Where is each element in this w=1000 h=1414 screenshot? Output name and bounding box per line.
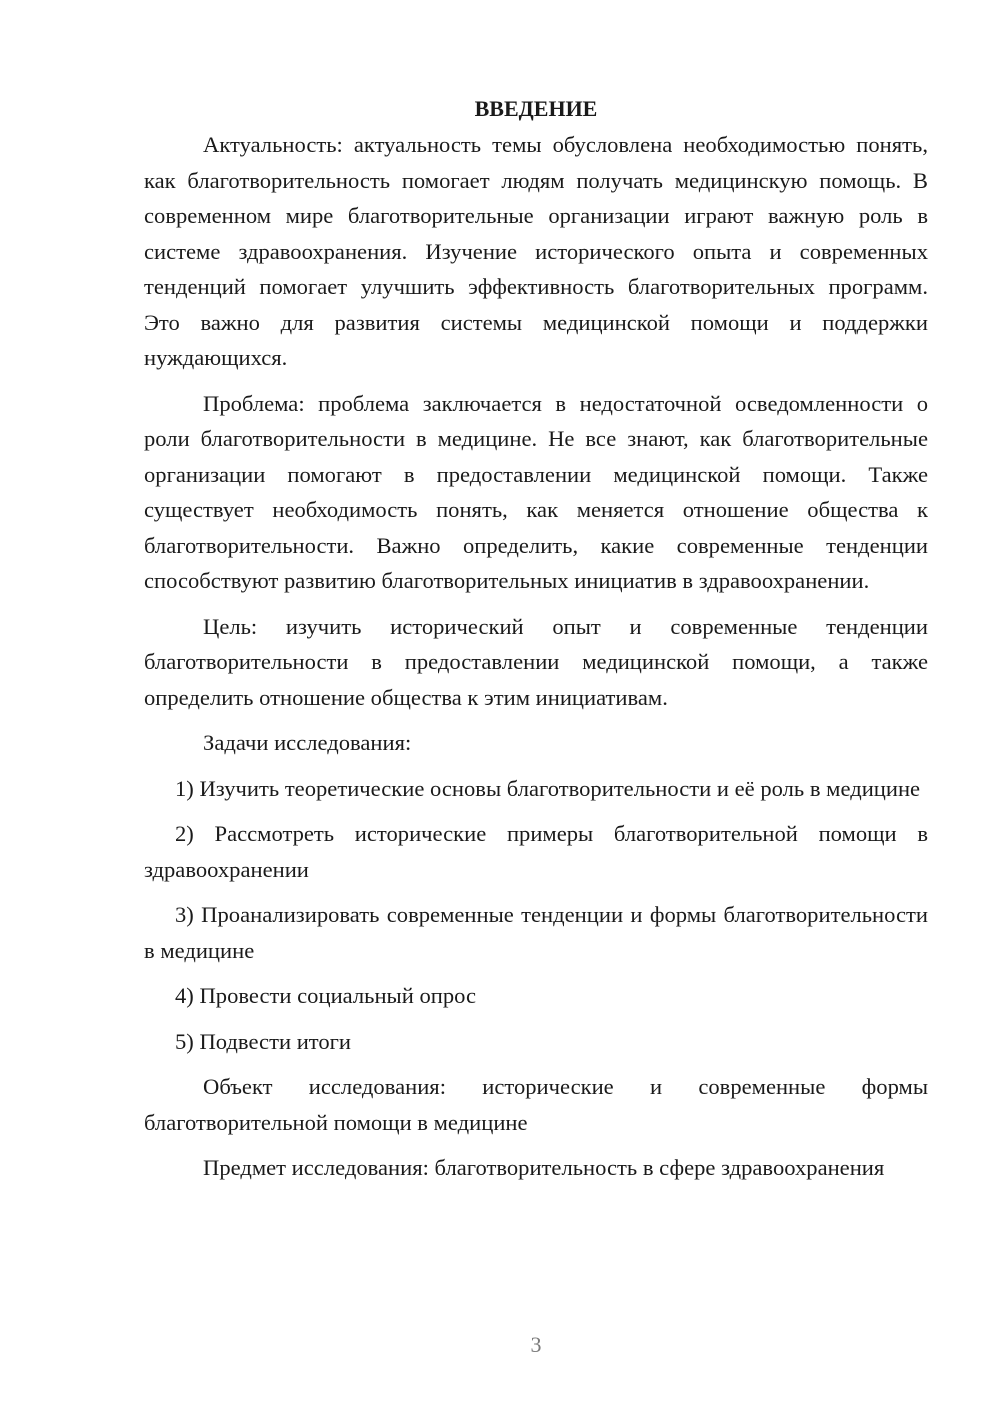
goal-paragraph: Цель: изучить исторический опыт и современные тенденции благотворительности в предоставлении медицинской помощи, а также определить отношение общества к этим инициативам.: [144, 613, 928, 710]
task-item-2: 2) Рассмотреть исторические примеры благотворительной помощи в здравоохранении: [144, 821, 928, 882]
object-paragraph: Объект исследования: исторические и современные формы благотворительной помощи в медицине: [144, 1074, 928, 1135]
problem-paragraph: Проблема: проблема заключается в недостаточной осведомленности о роли благотворительности в медицине. Не все знают, как благотворительные организации помогают в предоставлении медицинской помощи. Также существует необходимость понять, как меняется отношение общества к благотворительности. Важно определить, какие современные тенденции способствуют развитию благотворительных инициатив в здравоохранении.: [144, 390, 928, 593]
tasks-title: Задачи исследования:: [203, 730, 412, 755]
task-item-1: 1) Изучить теоретические основы благотворительности и её роль в медицине: [175, 775, 921, 801]
task-item-3: 3) Проанализировать современные тенденции и формы благотворительности в медицине: [144, 902, 928, 963]
subject-paragraph: Предмет исследования: благотворительность в сфере здравоохранения: [203, 1155, 885, 1180]
relevance-paragraph: Актуальность: актуальность темы обусловлена необходимостью понять, как благотворительность помогает людям получать медицинскую помощь. В современном мире благотворительные организации играют важную роль в системе здравоохранения. Изучение исторического опыта и современных тенденций помогает улучшить эффективность благотворительных программ. Это важно для развития системы медицинской помощи и поддержки нуждающихся.: [144, 132, 928, 370]
task-item-4: 4) Провести социальный опрос: [175, 983, 477, 1008]
page-number: 3: [530, 1332, 542, 1357]
task-item-5: 5) Подвести итоги: [175, 1028, 352, 1054]
document-page: [144, 92, 928, 1186]
section-heading: ВВЕДЕНИЕ: [474, 96, 598, 121]
